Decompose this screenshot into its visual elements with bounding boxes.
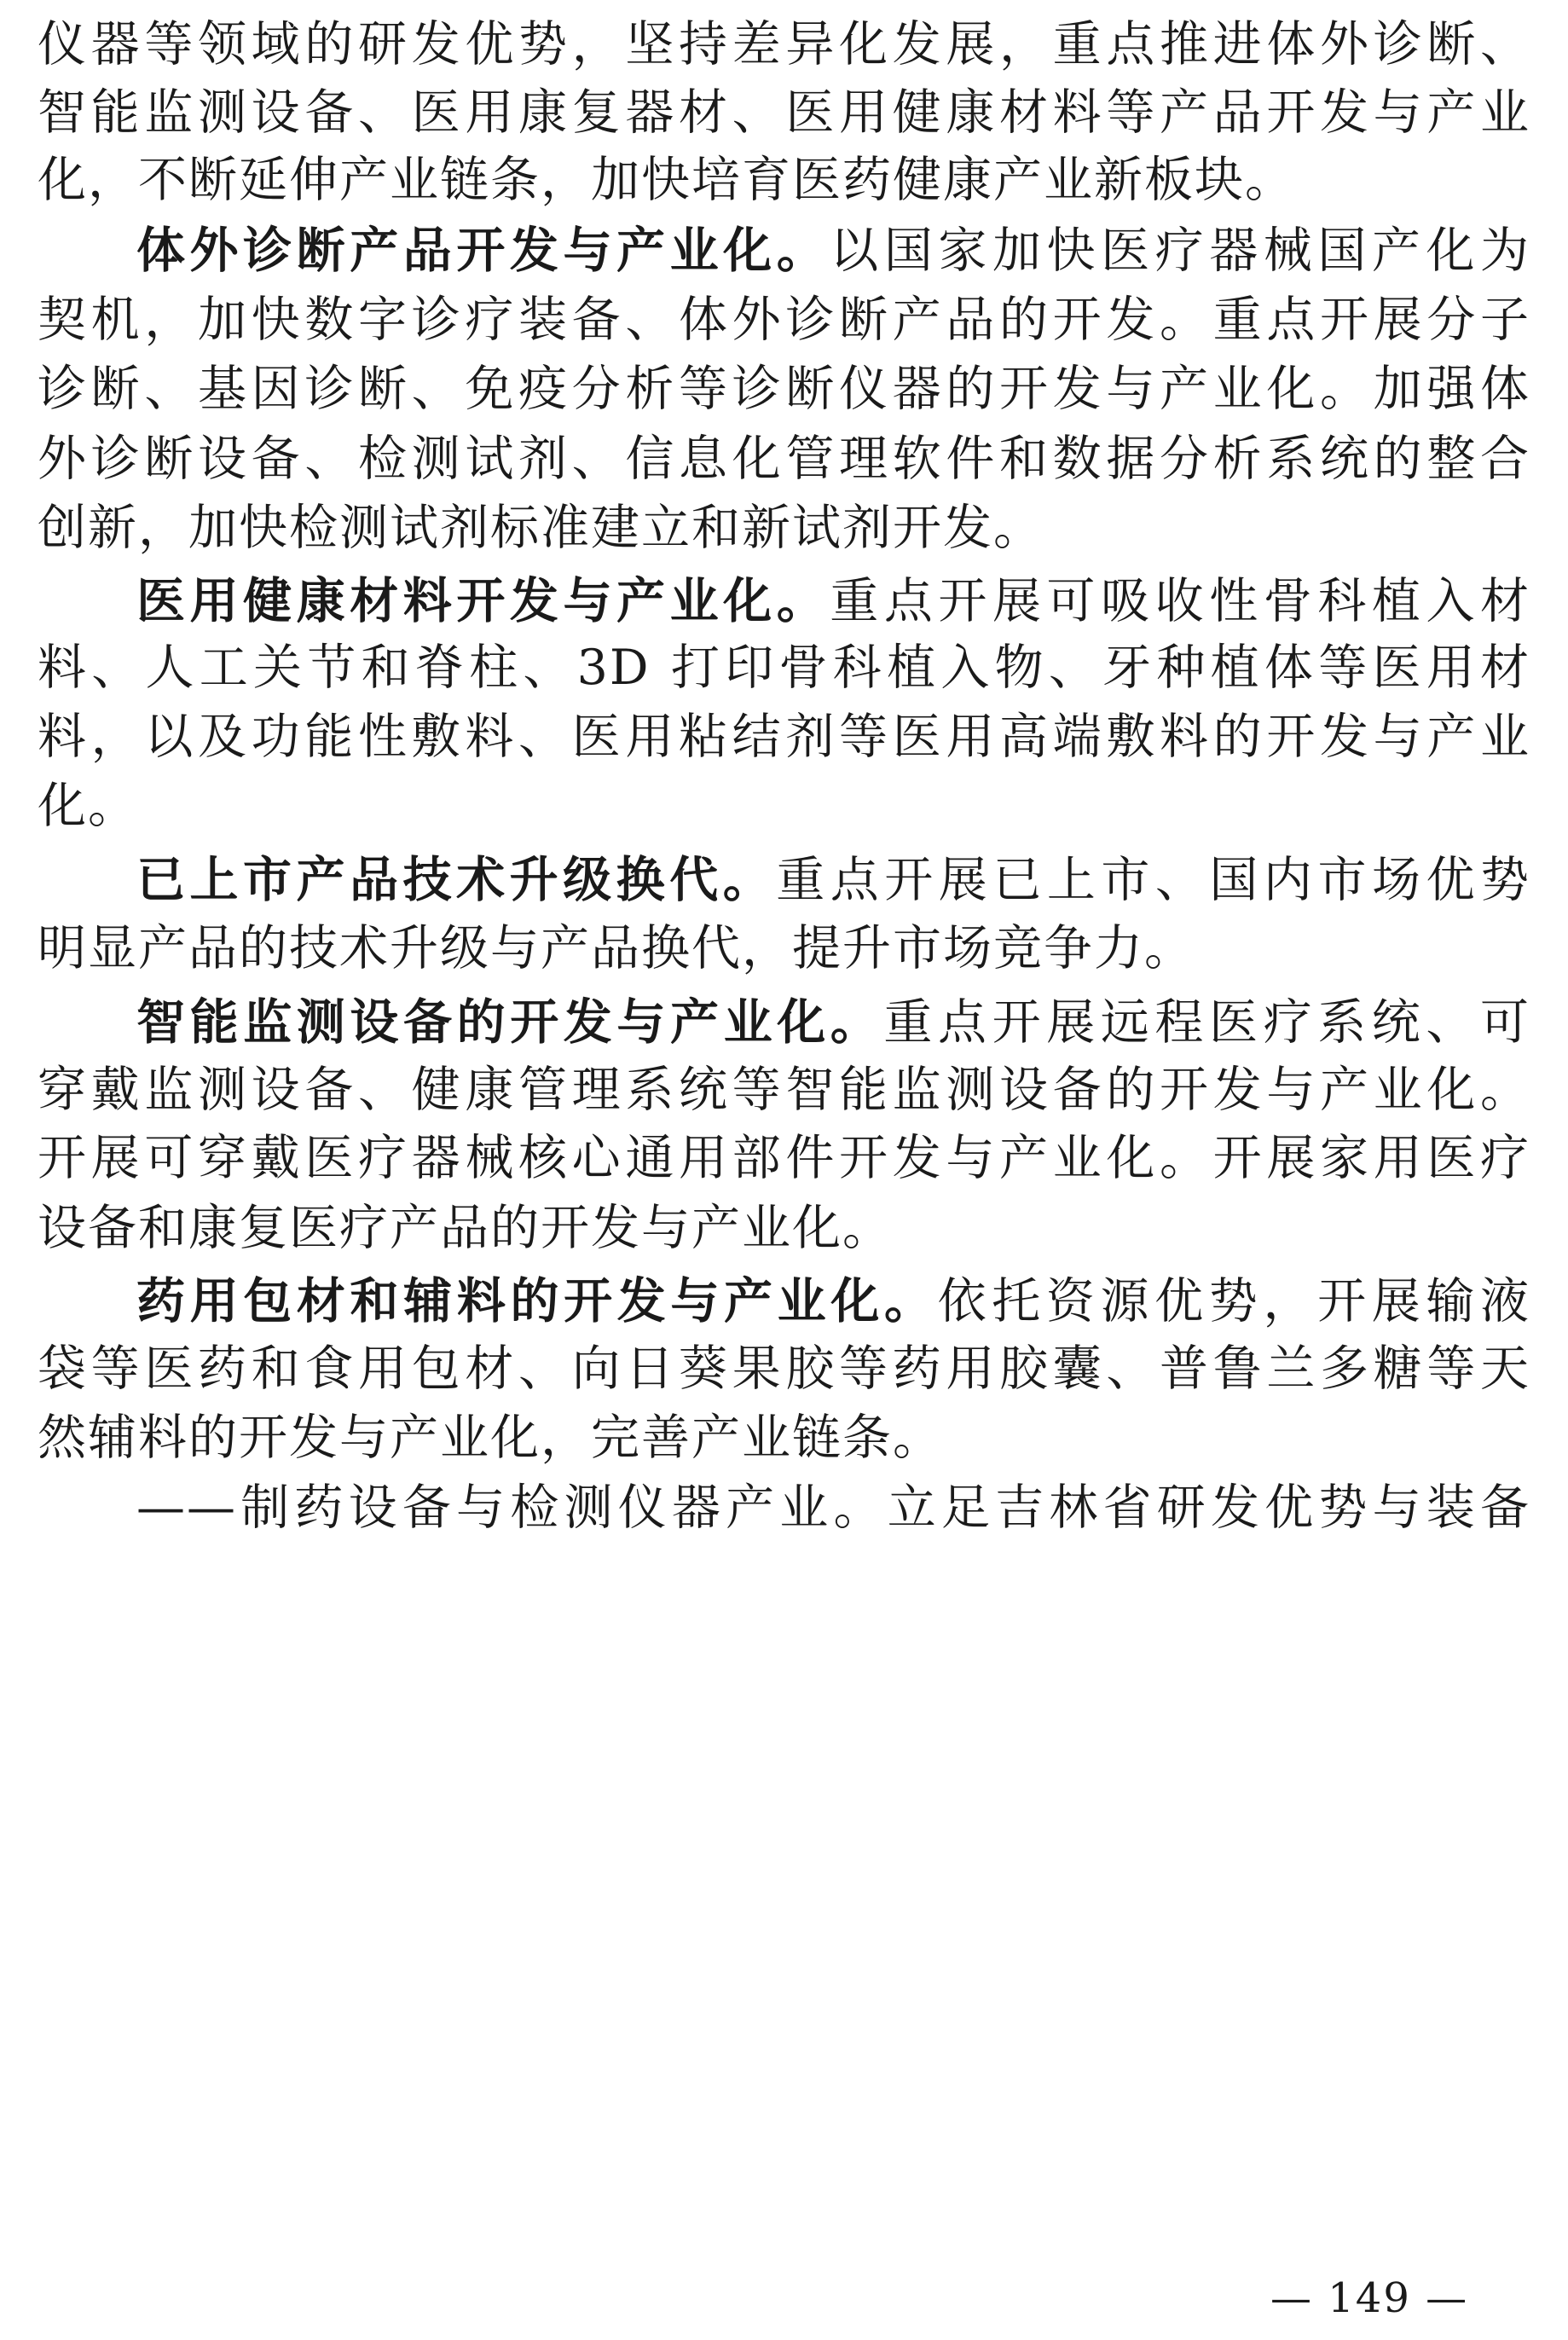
body-line: 设备和康复医疗产品的开发与产业化。 [38,1200,893,1256]
paragraph-first-line [136,215,1530,287]
body-text: 依托资源优势，开展输液 [937,1273,1531,1329]
body-text: 立足吉林省研发优势与装备 [887,1480,1531,1536]
body-line: 化，不断延伸产业链条，加快培育医药健康产业新板块。 [38,152,1295,208]
body-line: 料、人工关节和脊柱、3D 打印骨科植入物、牙种植体等医用材 [38,640,1530,696]
paragraph-first-line [136,987,1530,1058]
body-line: 明显产品的技术升级与产品换代，提升市场竞争力。 [38,920,1195,976]
em-dash: —— [136,1480,237,1536]
section-heading: 智能监测设备的开发与产业化。 [136,994,884,1051]
body-text: 重点开展远程医疗系统、可 [883,994,1531,1051]
paragraph-first-line [136,1472,1530,1544]
paragraph-first-line [136,565,1530,637]
body-line: 智能监测设备、医用康复器材、医用健康材料等产品开发与产业 [38,84,1530,141]
body-line: 化。 [38,778,138,834]
body-line: 袋等医药和食用包材、向日葵果胶等药用胶囊、普鲁兰多糖等天 [38,1341,1530,1397]
body-line: 料，以及功能性敷料、医用粘结剂等医用高端敷料的开发与产业 [38,709,1530,765]
body-line: 创新，加快检测试剂标准建立和新试剂开发。 [38,500,1044,556]
body-text: 以国家加快医疗器械国产化为 [830,223,1531,279]
page-number: — 149 — [1270,2274,1469,2322]
section-heading: 已上市产品技术升级换代。 [136,852,777,908]
body-line: 开展可穿戴医疗器械核心通用部件开发与产业化。开展家用医疗 [38,1130,1530,1186]
body-line: 然辅料的开发与产业化，完善产业链条。 [38,1410,943,1466]
paragraph-first-line [136,1266,1530,1337]
section-heading: 医用健康材料开发与产业化。 [136,573,830,629]
body-line: 外诊断设备、检测试剂、信息化管理软件和数据分析系统的整合 [38,431,1530,487]
body-line: 穿戴监测设备、健康管理系统等智能监测设备的开发与产业化。 [38,1062,1530,1118]
section-heading: 制药设备与检测仪器产业。 [237,1480,888,1536]
body-text: 重点开展已上市、国内市场优势 [776,852,1531,908]
body-line: 契机，加快数字诊疗装备、体外诊断产品的开发。重点开展分子 [38,292,1530,348]
section-heading: 药用包材和辅料的开发与产业化。 [136,1273,938,1329]
body-text: 重点开展可吸收性骨科植入材 [830,573,1531,629]
body-line: 诊断、基因诊断、免疫分析等诊断仪器的开发与产业化。加强体 [38,361,1530,417]
section-heading: 体外诊断产品开发与产业化。 [136,223,830,279]
paragraph-first-line [136,844,1530,916]
body-line: 仪器等领域的研发优势，坚持差异化发展，重点推进体外诊断、 [38,16,1530,72]
